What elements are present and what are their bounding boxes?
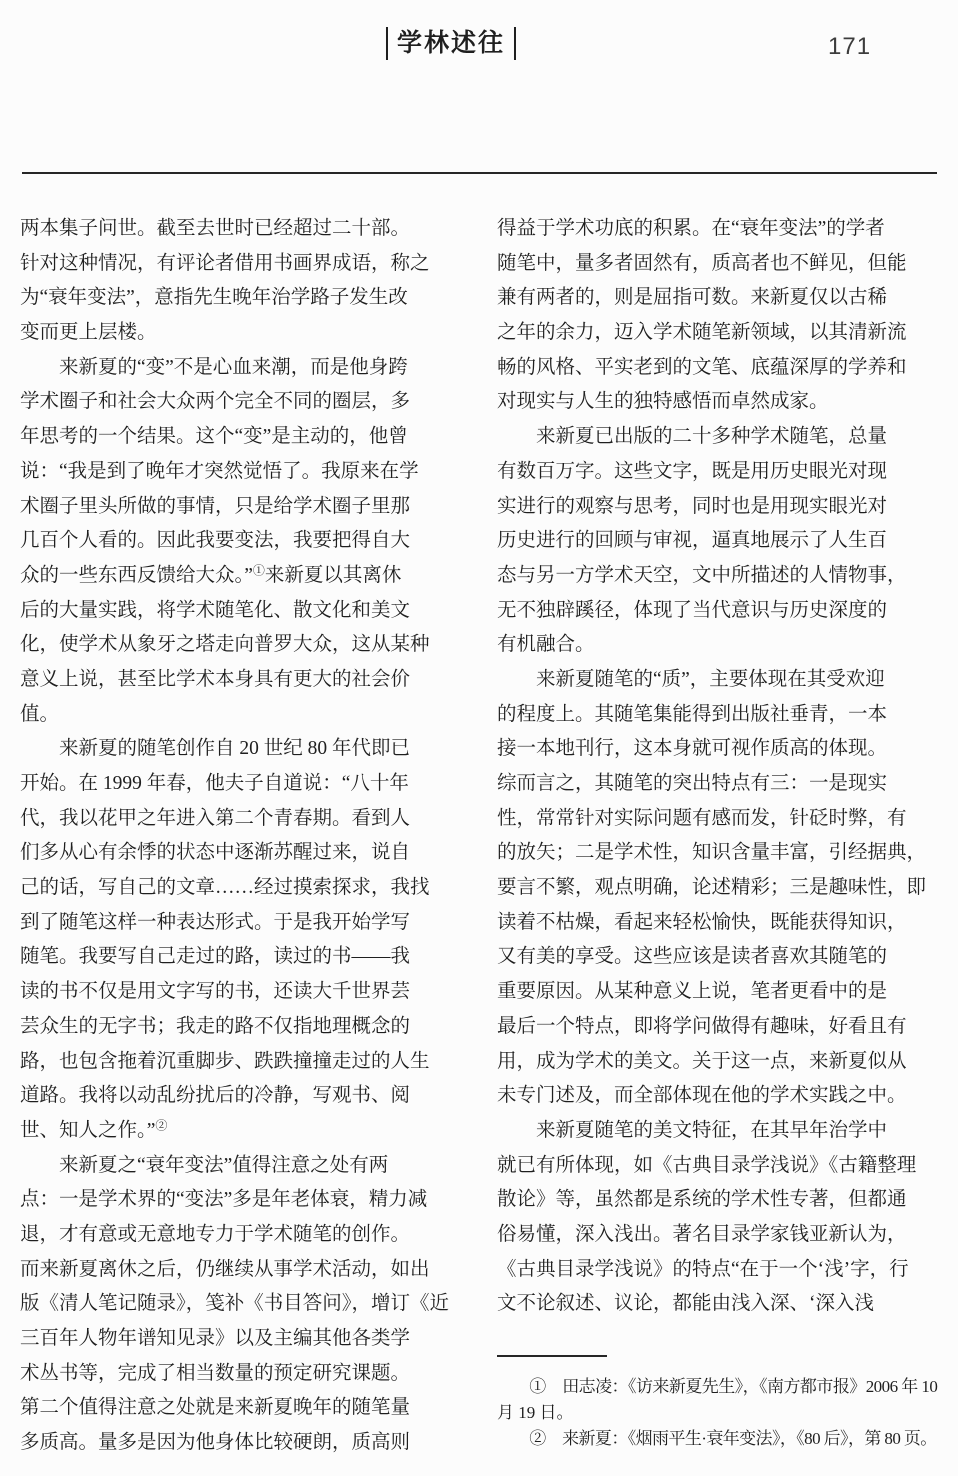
text-line: 接一本地刊行，这本身就可视作质高的体现。 — [497, 738, 888, 760]
text-line: 多质高。量多是因为他身体比较硬朗，质高则 — [20, 1432, 411, 1454]
text-line: 有机融合。 — [497, 634, 595, 656]
footnote-line: 月 19 日。 — [497, 1403, 574, 1422]
text-line: 就已有所体现，如《古典目录学浅说》《古籍整理 — [497, 1154, 917, 1176]
title-right-bar — [514, 27, 516, 60]
text-line: 畅的风格、平实老到的文笔、底蕴深厚的学养和 — [497, 356, 907, 378]
text-line: 术圈子里头所做的事情，只是给学术圈子里那 — [20, 495, 411, 517]
text-line: 文不论叙述、议论，都能由浅入深、‘深入浅 — [497, 1293, 874, 1315]
text-line: 性，常常针对实际问题有感而发，针砭时弊，有 — [497, 807, 907, 829]
header-rule — [22, 172, 937, 174]
text-line: 来新夏之“衰年变法”值得注意之处有两 — [59, 1154, 389, 1176]
text-line: 综而言之，其随笔的突出特点有三：一是现实 — [497, 773, 888, 794]
text-line: 值。 — [20, 703, 60, 725]
text-line: 读的书不仅是用文字写的书，还读大千世界芸 — [20, 981, 411, 1003]
text-line: 的放矢；二是学术性，知识含量丰富，引经据典， — [497, 842, 927, 864]
text-line: 《古典目录学浅说》的特点“在于一个‘浅’字，行 — [497, 1258, 909, 1280]
text-line: 年思考的一个结果。这个“变”是主动的，他曾 — [20, 426, 408, 448]
section-title-block — [386, 27, 516, 60]
text-line: 学术圈子和社会大众两个完全不同的圈层，多 — [20, 391, 411, 413]
text-line: 开始。在 1999 年春，他夫子自道说：“八十年 — [20, 773, 409, 794]
right-column-text — [497, 212, 937, 1322]
footnote-marker: ② — [155, 1118, 168, 1133]
text-line: 术丛书等，完成了相当数量的预定研究课题。 — [20, 1362, 411, 1384]
text-line: 为“衰年变法”，意指先生晚年治学路子发生改 — [20, 287, 408, 309]
footnote-line: ① 田志凌：《访来新夏先生》，《南方都市报》2006 年 10 — [529, 1377, 938, 1396]
text-line: 俗易懂，深入浅出。著名目录学家钱亚新认为， — [497, 1223, 907, 1245]
footnote-marker: ① — [252, 563, 265, 578]
footnote-separator — [497, 1355, 607, 1357]
text-line: 读着不枯燥，看起来轻松愉快，既能获得知识， — [497, 911, 907, 933]
text-line: 化，使学术从象牙之塔走向普罗大众，这从某种 — [20, 634, 430, 656]
text-line: 态与另一方学术天空，文中所描述的人情物事， — [497, 564, 907, 586]
text-line: 的程度上。其随笔集能得到出版社垂青，一本 — [497, 703, 888, 725]
text-line: 随笔。我要写自己走过的路，读过的书——我 — [20, 946, 411, 968]
text-line: 来新夏随笔的“质”，主要体现在其受欢迎 — [536, 668, 885, 690]
text-line: 后的大量实践，将学术随笔化、散文化和美文 — [20, 599, 411, 621]
footnote-list — [497, 1374, 937, 1452]
text-line: 两本集子问世。截至去世时已经超过二十部。 — [20, 218, 411, 239]
text-line: 版《清人笔记随录》，笺补《书目答问》，增订《近 — [20, 1293, 450, 1315]
text-line: 重要原因。从某种意义上说，笔者更看中的是 — [497, 981, 888, 1003]
text-line: 未专门述及，而全部体现在他的学术实践之中。 — [497, 1085, 907, 1107]
text-line: 兼有两者的，则是屈指可数。来新夏仅以古稀 — [497, 287, 888, 309]
text-line: 说：“我是到了晚年才突然觉悟了。我原来在学 — [20, 460, 419, 482]
text-line: 得益于学术功底的积累。在“衰年变法”的学者 — [497, 218, 885, 239]
text-line: 而来新夏离休之后，仍继续从事学术活动，如出 — [20, 1258, 430, 1280]
text-line: 又有美的享受。这些应该是读者喜欢其随笔的 — [497, 946, 888, 968]
text-line: 几百个人看的。因此我要变法，我要把得自大 — [20, 530, 411, 552]
text-line: 到了随笔这样一种表达形式。于是我开始学写 — [20, 911, 411, 933]
right-column — [497, 212, 937, 1461]
text-line: 芸众生的无字书；我走的路不仅指地理概念的 — [20, 1015, 411, 1037]
section-title: 学林述往 — [396, 29, 506, 57]
title-left-bar — [386, 27, 388, 60]
text-line: 众的一些东西反馈给大众。”①来新夏以其离休 — [20, 563, 402, 586]
text-line: 历史进行的回顾与审视，逼真地展示了人生百 — [497, 530, 888, 552]
text-line: 世、知人之作。”② — [20, 1118, 168, 1141]
text-line: 用，成为学术的美文。关于这一点，来新夏似从 — [497, 1050, 907, 1072]
footnotes — [497, 1355, 937, 1452]
text-line: 无不独辟蹊径，体现了当代意识与历史深度的 — [497, 599, 888, 621]
text-line: 路，也包含拖着沉重脚步、跌跌撞撞走过的人生 — [20, 1050, 430, 1072]
text-line: 随笔中，量多者固然有，质高者也不鲜见，但能 — [497, 252, 907, 274]
text-line: 第二个值得注意之处就是来新夏晚年的随笔量 — [20, 1397, 411, 1419]
article-body — [20, 212, 937, 1461]
text-line: 三百年人物年谱知见录》以及主编其他各类学 — [20, 1328, 411, 1349]
text-line: 退，才有意或无意地专力于学术随笔的创作。 — [20, 1223, 411, 1245]
left-column — [20, 212, 463, 1461]
text-line: 散论》等，虽然都是系统的学术性专著，但都通 — [497, 1189, 907, 1211]
text-line: 来新夏的随笔创作自 20 世纪 80 年代即已 — [59, 738, 411, 760]
text-line: 要言不繁，观点明确，论述精彩；三是趣味性，即 — [497, 877, 927, 899]
footnote-line: ② 来新夏：《烟雨平生·衰年变法》，《80 后》，第 80 页。 — [529, 1429, 937, 1448]
text-line: 有数百万字。这些文字，既是用历史眼光对现 — [497, 460, 888, 482]
text-line: 来新夏随笔的美文特征，在其早年治学中 — [536, 1119, 888, 1141]
text-line: 道路。我将以动乱纷扰后的冷静，写观书、阅 — [20, 1085, 411, 1107]
text-line: 实进行的观察与思考，同时也是用现实眼光对 — [497, 495, 888, 517]
page-number: 171 — [828, 33, 872, 60]
text-line: 己的话，写自己的文章……经过摸索探求，我找 — [20, 877, 430, 899]
text-line: 点：一是学术界的“变法”多是年老体衰，精力减 — [20, 1189, 428, 1211]
text-line: 最后一个特点，即将学问做得有趣味，好看且有 — [497, 1015, 907, 1037]
text-line: 来新夏已出版的二十多种学术随笔，总量 — [536, 426, 888, 448]
text-line: 对现实与人生的独特感悟而卓然成家。 — [497, 391, 829, 413]
text-line: 代，我以花甲之年进入第二个青春期。看到人 — [20, 807, 411, 829]
text-line: 意义上说，甚至比学术本身具有更大的社会价 — [20, 668, 411, 690]
text-line: 针对这种情况，有评论者借用书画界成语，称之 — [20, 252, 430, 274]
text-line: 来新夏的“变”不是心血来潮，而是他身跨 — [59, 356, 408, 378]
text-line: 们多从心有余悸的状态中逐渐苏醒过来，说自 — [20, 842, 411, 864]
text-line: 变而更上层楼。 — [20, 322, 157, 344]
text-line: 之年的余力，迈入学术随笔新领域，以其清新流 — [497, 322, 907, 344]
